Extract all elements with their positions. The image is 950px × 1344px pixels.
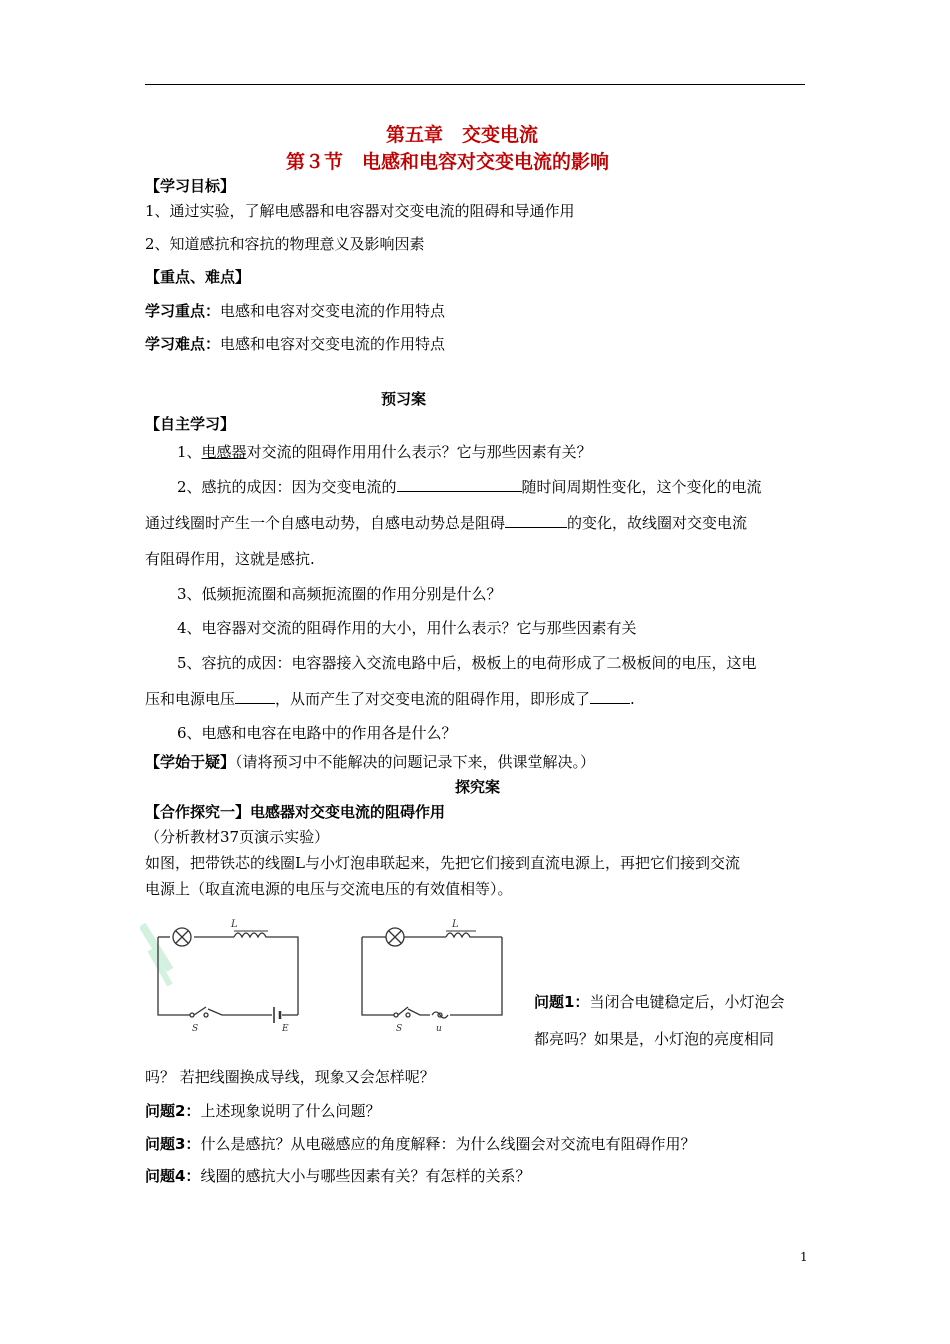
objectives-heading: 【学习目标】	[145, 177, 236, 195]
doubt-text: （请将预习中不能解决的问题记录下来，供课堂解决。）	[235, 753, 596, 771]
preview-question-3: 3、低频扼流圈和高频扼流圈的作用分别是什么？	[177, 585, 502, 603]
intro-line: 电源上（取直流电源的电压与交流电压的有效值相等）。	[145, 880, 513, 898]
lamp-cross	[176, 931, 188, 943]
difficulty-label: 学习难点：	[145, 335, 221, 353]
coop-heading: 【合作探究一】电感器对交变电流的阻碍作用	[145, 803, 446, 821]
inductor-icon	[446, 933, 476, 937]
difficulty-line	[145, 334, 445, 354]
header-rule	[145, 84, 805, 85]
focus-label: 学习重点：	[145, 302, 221, 320]
doubt-heading: 【学始于疑】	[145, 753, 236, 771]
explore-question-1-line3: 吗？ 若把线圈换成导线，现象又会怎样呢？	[145, 1068, 435, 1086]
preview-question-2-line1: 2、感抗的成因：因为交变电流的 随时间周期性变化，这个变化的电流	[177, 478, 762, 496]
coop-note: （分析教材37页演示实验）	[145, 828, 330, 846]
switch-label: S	[192, 1024, 199, 1034]
objective-item: 1、通过实验，了解电感器和电容器对交变电流的阻碍和导通作用	[145, 202, 575, 220]
ac-circuit	[362, 928, 502, 1018]
inductor-term: 电感器	[201, 443, 247, 461]
inductor-icon	[234, 933, 268, 937]
fill-blank[interactable]	[590, 689, 630, 704]
explore-question-3: 问题3：什么是感抗？从电磁感应的角度解释：为什么线圈会对交流电有阻碍作用？	[145, 1135, 696, 1153]
explore-question-4: 问题4：线圈的感抗大小与哪些因素有关？有怎样的关系？	[145, 1167, 531, 1185]
key-points-heading: 【重点、难点】	[145, 268, 251, 286]
explore-question-1-line2: 都亮吗？如果是，小灯泡的亮度相同	[534, 1030, 775, 1048]
inductor-label: L	[452, 919, 459, 930]
source-label: E	[282, 1024, 289, 1034]
objective-item: 2、知道感抗和容抗的物理意义及影响因素	[145, 235, 425, 253]
preview-question-4: 4、电容器对交流的阻碍作用的大小，用什么表示？它与那些因素有关	[177, 619, 637, 637]
circuit-diagrams	[140, 915, 520, 1035]
question-label: 问题2：	[145, 1102, 201, 1120]
explore-question-1-line1: 问题1：当闭合电键稳定后，小灯泡会	[534, 993, 785, 1011]
fill-blank[interactable]	[397, 477, 522, 492]
focus-line	[145, 301, 445, 321]
doubt-line	[145, 752, 595, 772]
fill-blank[interactable]	[505, 513, 567, 528]
question-label: 问题3：	[145, 1135, 201, 1153]
fill-blank[interactable]	[235, 689, 275, 704]
page-number: 1	[800, 1250, 808, 1264]
preview-title: 预习案	[381, 390, 427, 408]
preview-question-5-line2: 压和电源电压 ，从而产生了对交变电流的阻碍作用，即形成了 .	[145, 690, 635, 708]
explore-title: 探究案	[455, 778, 501, 796]
explore-question-2: 问题2：上述现象说明了什么问题？	[145, 1102, 381, 1120]
self-study-heading: 【自主学习】	[145, 415, 236, 433]
section-title: 第３节 电感和电容对交变电流的影响	[286, 151, 610, 173]
dc-circuit	[158, 928, 298, 1023]
intro-line: 如图，把带铁芯的线圈L与小灯泡串联起来，先把它们接到直流电源上，再把它们接到交流	[145, 854, 740, 872]
switch-label: S	[396, 1024, 403, 1034]
question-label: 问题1：	[534, 993, 590, 1011]
preview-question-6: 6、电感和电容在电路中的作用各是什么？	[177, 724, 457, 742]
inductor-label: L	[231, 919, 238, 930]
preview-question-2-line3: 有阻碍作用，这就是感抗.	[145, 550, 315, 568]
source-label: u	[436, 1024, 442, 1034]
question-label: 问题4：	[145, 1167, 201, 1185]
chapter-title: 第五章 交变电流	[386, 124, 539, 146]
preview-question-1: 1、电感器对交流的阻碍作用用什么表示？它与那些因素有关？	[177, 443, 592, 461]
difficulty-text: 电感和电容对交变电流的作用特点	[220, 335, 446, 353]
preview-question-5-line1: 5、容抗的成因：电容器接入交流电路中后，极板上的电荷形成了二极板间的电压，这电	[177, 654, 757, 672]
watermark-stripes	[142, 925, 170, 985]
preview-question-2-line2: 通过线圈时产生一个自感电动势，自感电动势总是阻碍 的变化，故线圈对交变电流	[145, 514, 748, 532]
focus-text: 电感和电容对交变电流的作用特点	[220, 302, 446, 320]
